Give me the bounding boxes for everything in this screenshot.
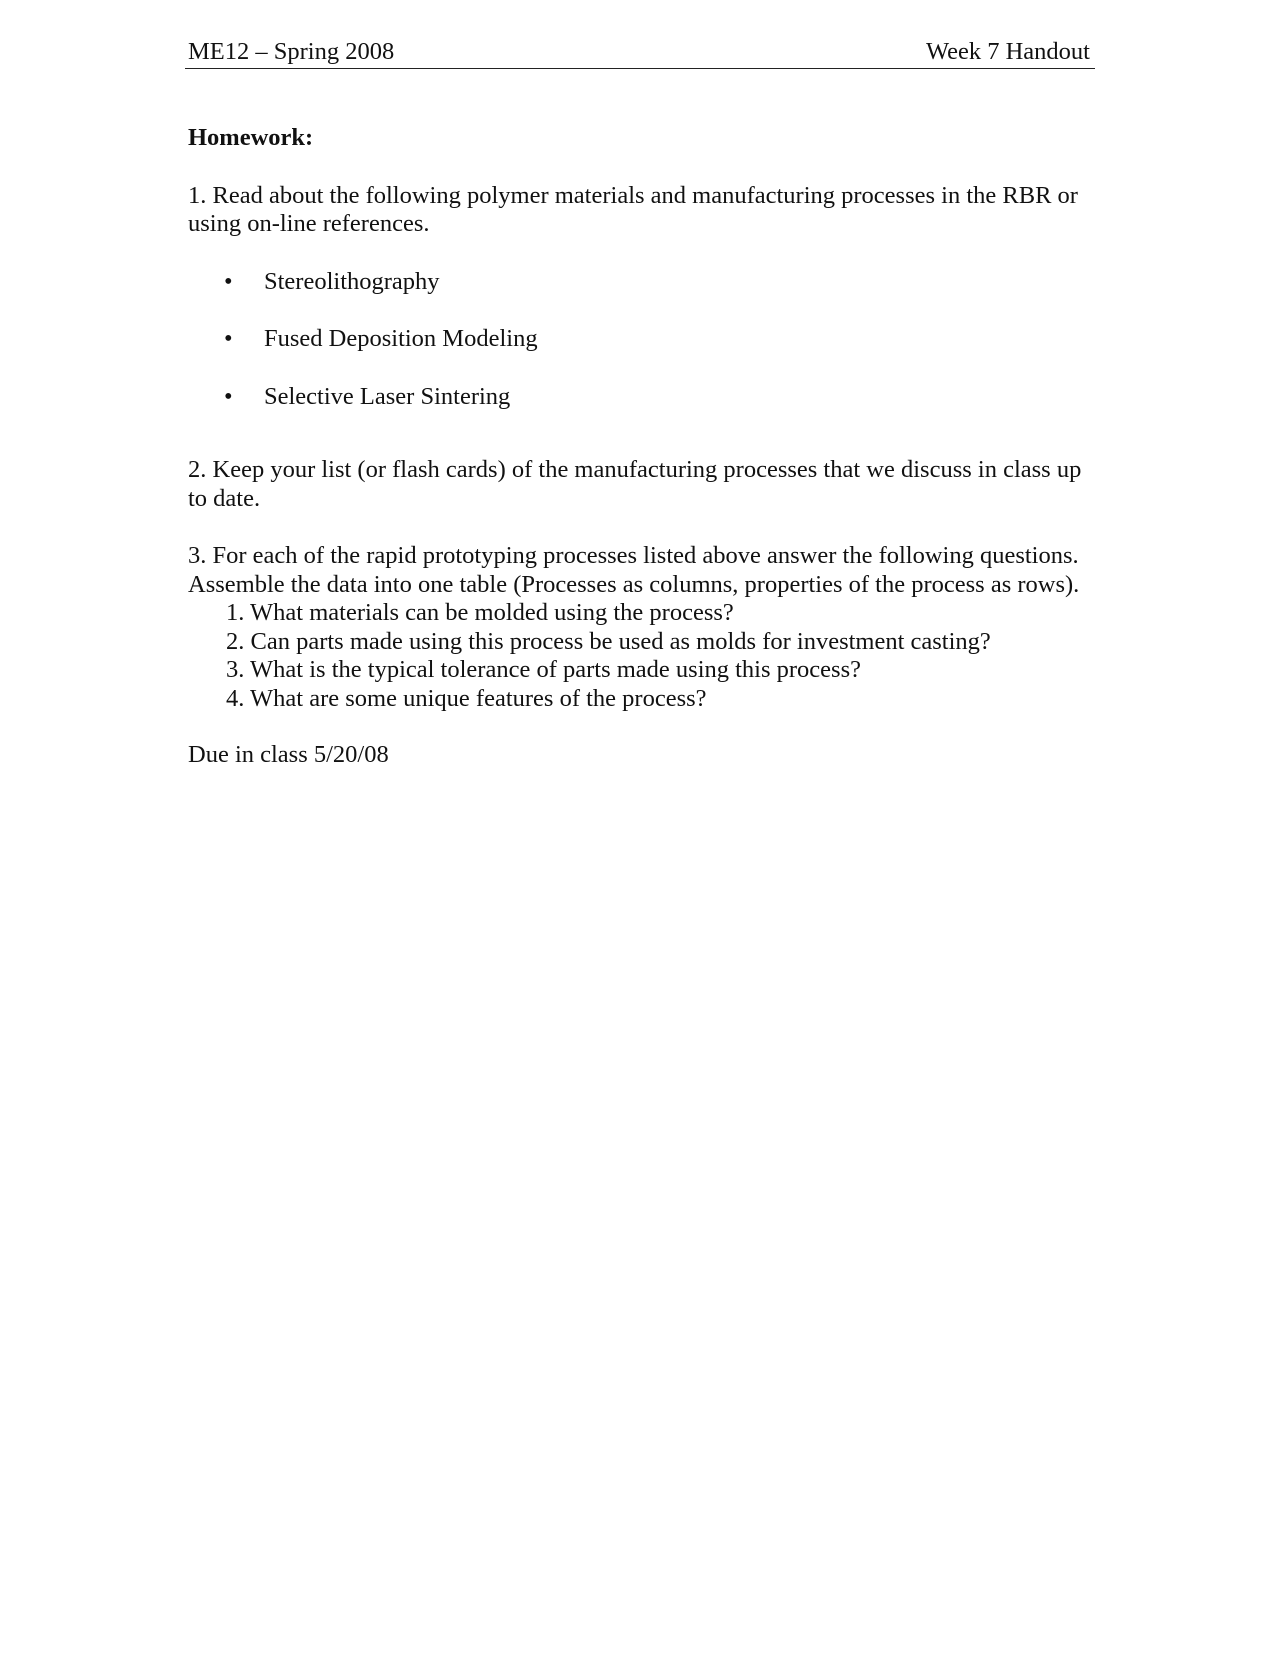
handout-title: Week 7 Handout	[925, 38, 1090, 65]
list-item: 3. What is the typical tolerance of parts made using this process?	[226, 656, 862, 683]
list-item	[188, 383, 1088, 412]
bullet-text: Fused Deposition Modeling	[264, 325, 538, 352]
homework-item-3: 3. For each of the rapid prototyping processes listed above answer the following questions. Assemble the data into one table (Processes as columns, properties of the process as rows).	[188, 542, 1080, 598]
question-list	[188, 599, 1088, 713]
due-date: Due in class 5/20/08	[188, 741, 389, 768]
page-header	[185, 36, 1095, 69]
list-item: 2. Can parts made using this process be used as molds for investment casting?	[226, 627, 991, 655]
homework-heading: Homework:	[188, 124, 314, 151]
list-item	[188, 268, 1088, 297]
bullet-icon: •	[224, 267, 233, 295]
bullet-text: Stereolithography	[264, 267, 440, 295]
list-item: 1. What materials can be molded using the process?	[226, 599, 734, 626]
bullet-icon: •	[224, 325, 233, 352]
course-title: ME12 – Spring 2008	[188, 38, 395, 65]
homework-item-1: 1. Read about the following polymer materials and manufacturing processes in the RBR or using on-line references.	[188, 181, 1078, 237]
homework-content	[188, 124, 1088, 770]
bullet-icon: •	[224, 382, 233, 410]
bullet-text: Selective Laser Sintering	[264, 382, 511, 410]
homework-item-2: 2. Keep your list (or flash cards) of the manufacturing processes that we discuss in class up to date.	[188, 456, 1082, 512]
list-item: 4. What are some unique features of the process?	[226, 684, 707, 712]
list-item	[188, 325, 1088, 354]
process-bullet-list	[188, 268, 1088, 412]
